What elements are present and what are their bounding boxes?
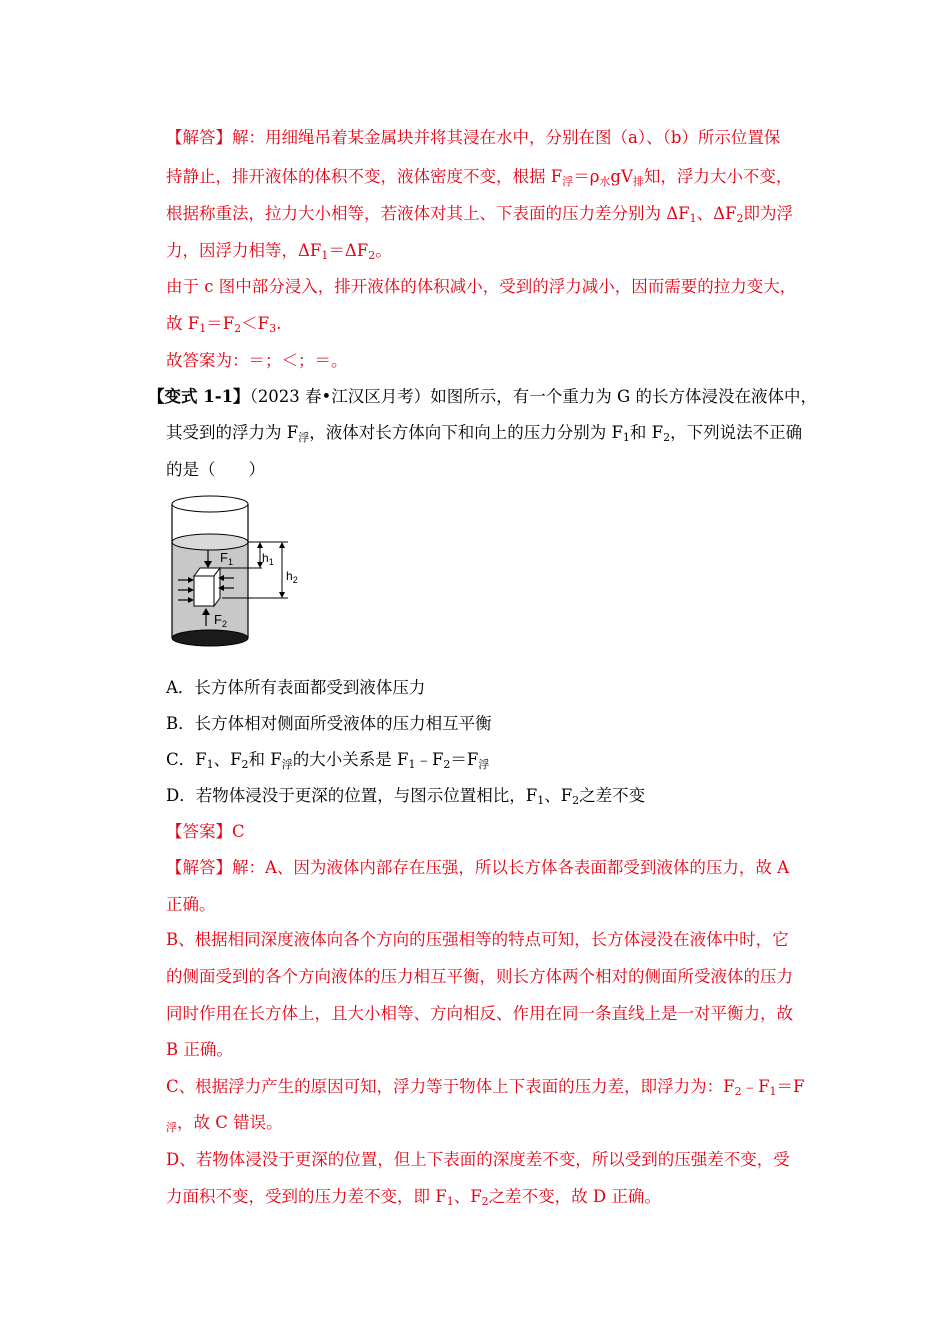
solution-d-line-1: D、若物体浸没于更深的位置，但上下表面的深度差不变，所以受到的压强差不变，受 bbox=[166, 1150, 790, 1169]
label-h2: $h_2$ bbox=[286, 569, 298, 585]
label-f2: $F_2$ bbox=[214, 612, 227, 629]
solution-b-line-3: 同时作用在长方体上，且大小相等、方向相反、作用在同一条直线上是一对平衡力，故 bbox=[166, 1004, 793, 1023]
answer-block-line-5: 由于 c 图中部分浸入，排开液体的体积减小，受到的浮力减小，因而需要的拉力变大， bbox=[166, 277, 797, 296]
solution-d-line-2: 力面积不变，受到的压力差不变，即 $F_1$、$F_2$之差不变，故 D 正确。 bbox=[166, 1187, 661, 1208]
solution-b-line-1: B、根据相同深度液体向各个方向的压强相等的特点可知，长方体浸没在液体中时，它 bbox=[166, 930, 789, 949]
option-a: A．长方体所有表面都受到液体压力 bbox=[166, 678, 426, 697]
variant-label: 【变式 1-1】 bbox=[148, 387, 250, 406]
solution-b-line-2: 的侧面受到的各个方向液体的压力相互平衡，则长方体两个相对的侧面所受液体的压力 bbox=[166, 967, 793, 986]
cuboid bbox=[194, 568, 220, 606]
option-d: D．若物体浸没于更深的位置，与图示位置相比，$F_1$、$F_2$之差不变 bbox=[166, 786, 646, 807]
cylinder-figure bbox=[160, 490, 310, 650]
answer-block-line-1: 【解答】解：用细绳吊着某金属块并将其浸在水中，分别在图（a）、（b）所示位置保 bbox=[166, 128, 781, 147]
answer-block-final: 故答案为：＝；＜；＝。 bbox=[166, 351, 348, 370]
solution-c-line-2: $_浮$，故 C 错误。 bbox=[166, 1113, 283, 1134]
cylinder-bottom bbox=[172, 630, 248, 646]
liquid-surface bbox=[172, 534, 248, 550]
answer-block-line-2: 持静止，排开液体的体积不变，液体密度不变，根据 $F_浮=\rho_水gV_排$知，浮力大小不变， bbox=[166, 167, 793, 188]
label-h1: $h_1$ bbox=[262, 551, 274, 567]
solution-a-line-2: 正确。 bbox=[166, 895, 216, 914]
variant-question-line-2: 其受到的浮力为 $F_浮$，液体对长方体向下和向上的压力分别为 $F_1$和 $F_2$，下列说法不正确 bbox=[166, 423, 803, 444]
answer-value: C bbox=[232, 822, 245, 841]
answer-block-line-4: 力，因浮力相等，$\Delta F_1=\Delta F_2$。 bbox=[166, 241, 392, 262]
option-b: B．长方体相对侧面所受液体的压力相互平衡 bbox=[166, 714, 492, 733]
option-c: C．$F_1$、$F_2$和 $F_浮$的大小关系是 $F_1﹣F_2=F_浮$ bbox=[166, 750, 490, 771]
answer-label: 【解答】 bbox=[166, 128, 232, 147]
answer-block-line-6: 故 $F_1=F_2<F_3$. bbox=[166, 314, 282, 335]
answer-block-line-3: 根据称重法，拉力大小相等，若液体对其上、下表面的压力差分别为 $\Delta F_1$、$\Delta F_2$即为浮 bbox=[166, 204, 793, 225]
cylinder-top-rim bbox=[172, 496, 248, 512]
variant-question-line-1: 【变式 1-1】（2023 春•江汉区月考）如图所示，有一个重力为 G 的长方体浸没在液体中， bbox=[148, 387, 817, 406]
label-f1: $F_1$ bbox=[220, 550, 233, 567]
solution-c-line-1: C、根据浮力产生的原因可知，浮力等于物体上下表面的压力差，即浮力为：$F_2﹣F_1=F$ bbox=[166, 1077, 805, 1098]
solution-b-line-4: B 正确。 bbox=[166, 1040, 233, 1059]
answer-line: 【答案】C bbox=[166, 822, 245, 841]
solution-a-line-1: 【解答】解：A、因为液体内部存在压强，所以长方体各表面都受到液体的压力，故 A bbox=[166, 858, 790, 877]
variant-question-line-3: 的是（ ） bbox=[166, 460, 265, 479]
